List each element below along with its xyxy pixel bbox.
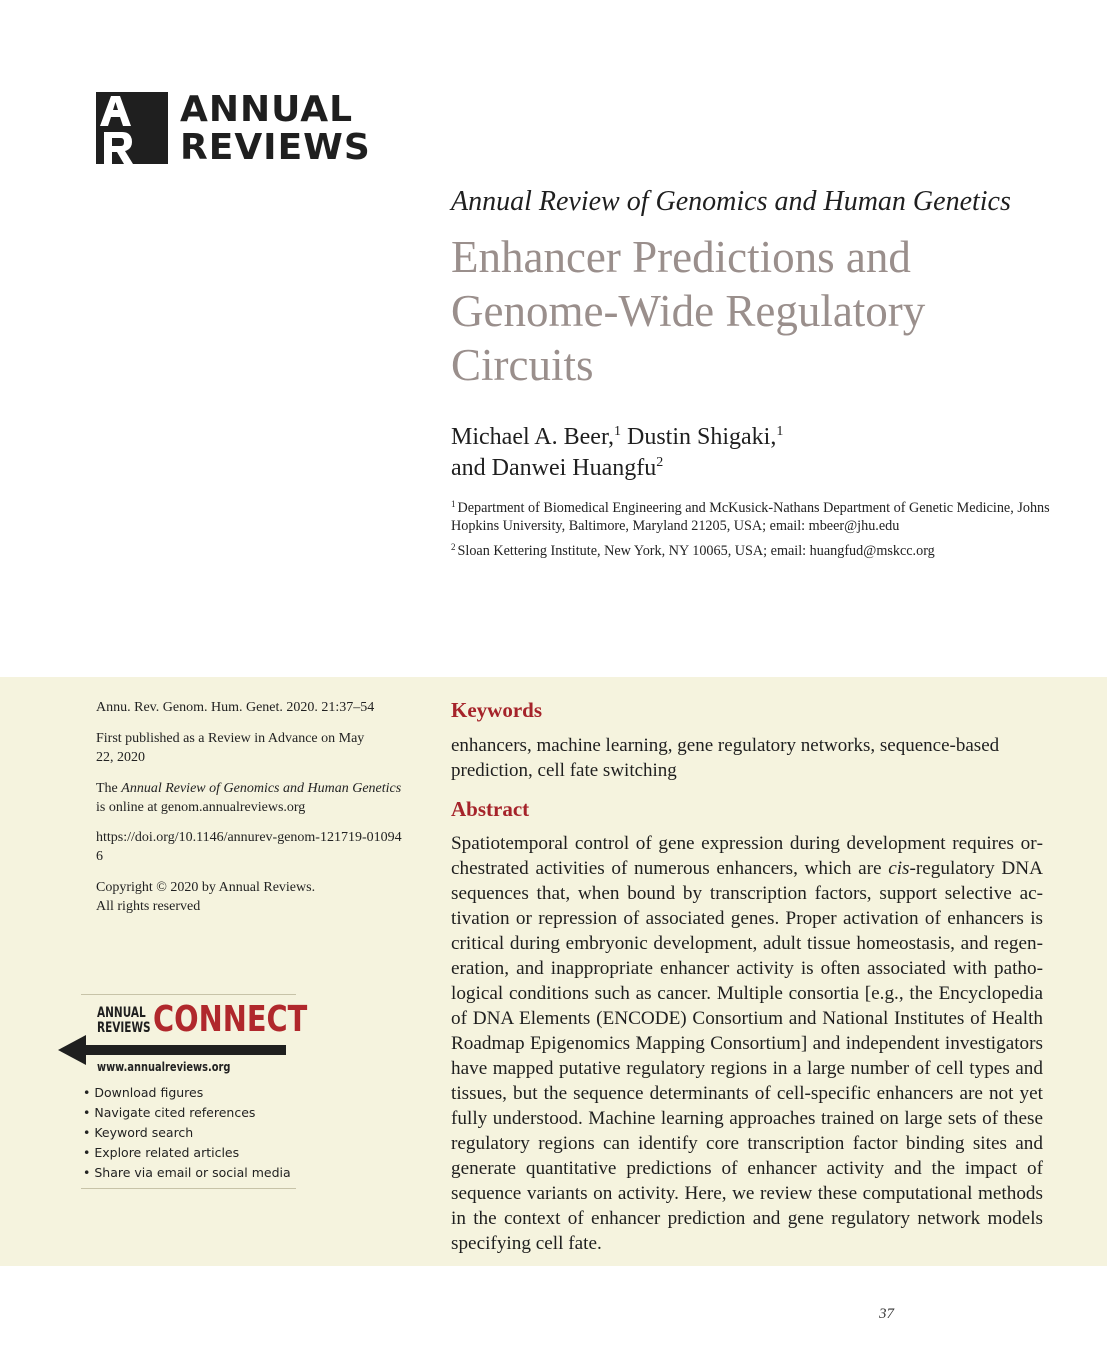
ar-logo-mark-icon — [96, 92, 168, 164]
author-name: Michael A. Beer, — [451, 424, 614, 450]
keywords-text: enhancers, machine learning, gene regulatory networks, sequence-based prediction, cell fate switching — [451, 735, 1000, 781]
article-title: Enhancer Predictions and Genome-Wide Regulatory Circuits — [451, 232, 926, 390]
list-item: • Explore related articles — [83, 1145, 240, 1160]
logo-word-annual: ANNUAL — [180, 89, 354, 130]
doi-link[interactable]: https://doi.org/10.1146/annurev-genom-121719-010946 — [96, 830, 402, 864]
affiliation-number: 1 — [451, 499, 456, 509]
online-journal: Annual Review of Genomics and Human Genetics — [121, 781, 402, 796]
online-prefix: The — [96, 781, 122, 796]
connect-feature-list — [83, 1083, 291, 1183]
list-item: • Download figures — [83, 1085, 204, 1100]
divider — [81, 994, 296, 995]
affiliation-1 — [451, 499, 1091, 535]
copyright-line: Copyright © 2020 by Annual Reviews. — [96, 880, 316, 895]
affiliation-text: Sloan Kettering Institute, New York, NY 10065, USA; email: huangfud@mskcc.org — [457, 543, 935, 559]
abstract-part-1: Spatiotemporal control of gene expression during development requires orchestrated activities of numerous enhancers, which are — [451, 833, 1043, 879]
connect-reviews: REVIEWS — [97, 1020, 151, 1036]
divider — [81, 1188, 296, 1189]
author-name: Dustin Shigaki, — [626, 424, 777, 450]
affiliation-text: Department of Biomedical Engineering and McKusick-Nathans Department of Genetic Medicine, Johns Hopkins University, Baltimore, Maryland 21205, USA; email: mbeer@jhu.edu — [451, 500, 1050, 534]
abstract-heading: Abstract — [451, 797, 530, 821]
logo-word-reviews: REVIEWS — [180, 127, 371, 168]
affiliation-2 — [451, 542, 1091, 560]
author-list — [451, 422, 1071, 484]
author-affil-mark: 1 — [613, 424, 621, 439]
list-item: • Keyword search — [83, 1125, 194, 1140]
affiliation-number: 2 — [451, 542, 456, 552]
author-name: and Danwei Huangfu — [451, 455, 657, 481]
rights-line: All rights reserved — [96, 899, 201, 914]
first-published: First published as a Review in Advance on May 22, 2020 — [96, 731, 365, 765]
online-note — [96, 779, 416, 817]
list-item: • Share via email or social media — [83, 1165, 291, 1180]
connect-box[interactable] — [58, 994, 308, 1190]
keywords-heading: Keywords — [451, 698, 542, 722]
connect-annual: ANNUAL — [97, 1005, 146, 1021]
annual-reviews-logo — [96, 89, 371, 168]
abstract-part-2: -regulatory DNA sequences that, when bound by transcription factors, support selective activation or repression of associated genes. Proper activation of enhancers is critical during embryonic development, adult tissue homeostasis, and regeneration, and inappropriate enhancer activity is often associated with pathological conditions such as cancer. Multiple consortia [e.g., the Encyclopedia of DNA Elements (ENCODE) Consortium and National Institutes of Health Roadmap Epigenomics Mapping Consortium] and independent investigators have mapped putative regulatory regions in a large number of cell types and tissues, but the sequence determinants of cell-specific enhancers are not yet fully understood. Machine learning approaches trained on large sets of these regulatory regions can identify core transcription factor binding sites and generate quantitative predictions of enhancer activity and the impact of sequence variants on activity. Here, we review these computational methods in the context of enhancer prediction and gene regulatory network models specifying cell fate. — [451, 858, 1043, 1254]
citation: Annu. Rev. Genom. Hum. Genet. 2020. 21:37–54 — [96, 700, 375, 715]
author-affil-mark: 2 — [656, 455, 664, 470]
copyright — [96, 878, 416, 916]
online-suffix: is online at genom.annualreviews.org — [96, 800, 306, 815]
connect-title: CONNECT — [153, 999, 308, 1040]
abstract-text — [451, 831, 1043, 1256]
author-affil-mark: 1 — [776, 424, 784, 439]
connect-url[interactable]: www.annualreviews.org — [97, 1060, 231, 1074]
abstract-italic: cis — [888, 858, 910, 879]
journal-name: Annual Review of Genomics and Human Genetics — [451, 186, 1011, 217]
list-item: • Navigate cited references — [83, 1105, 256, 1120]
page-number: 37 — [879, 1306, 894, 1322]
